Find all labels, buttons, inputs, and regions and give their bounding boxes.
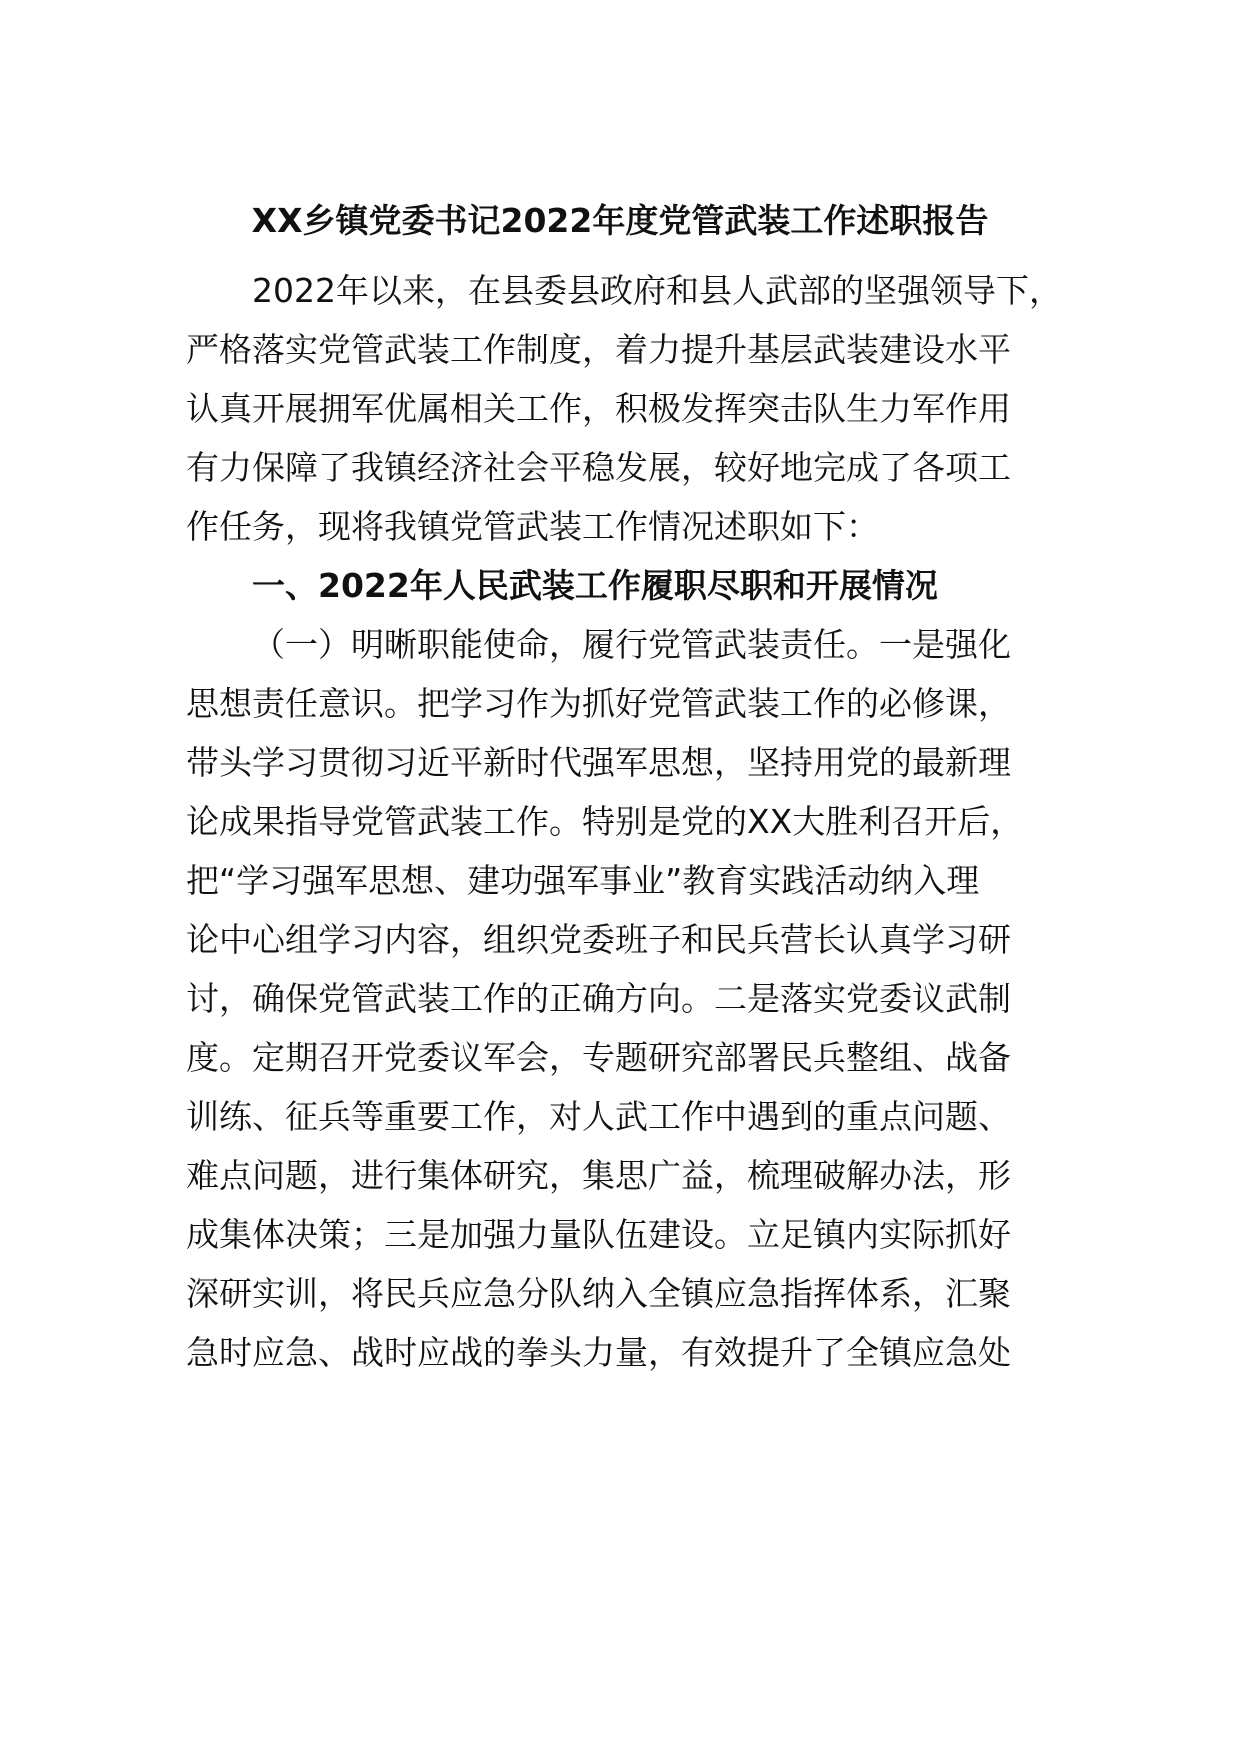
paragraph-line: 成集体决策；三是加强力量队伍建设。立足镇内实际抓好 (186, 1215, 1011, 1254)
paragraph-line: 带头学习贯彻习近平新时代强军思想，坚持用党的最新理 (186, 743, 1011, 782)
paragraph-line: 度。定期召开党委议军会，专题研究部署民兵整组、战备 (186, 1038, 1011, 1077)
paragraph-line: （一）明晰职能使命，履行党管武装责任。一是强化 (252, 625, 1011, 664)
paragraph-line: 深研实训，将民兵应急分队纳入全镇应急指挥体系，汇聚 (186, 1274, 1011, 1313)
paragraph-line: 严格落实党管武装工作制度，着力提升基层武装建设水平 (186, 330, 1011, 369)
paragraph-line: 难点问题，进行集体研究，集思广益，梳理破解办法，形 (186, 1156, 1011, 1195)
paragraph-line: 作任务，现将我镇党管武装工作情况述职如下： (186, 507, 879, 546)
paragraph-line: 把“学习强军思想、建功强军事业”教育实践活动纳入理 (186, 861, 980, 900)
paragraph-line: 急时应急、战时应战的拳头力量，有效提升了全镇应急处 (186, 1333, 1011, 1372)
paragraph-line: 论成果指导党管武装工作。特别是党的XX大胜利召开后， (186, 802, 1024, 841)
paragraph-line: 训练、征兵等重要工作，对人武工作中遇到的重点问题、 (186, 1097, 1011, 1136)
section-heading: 一、2022年人民武装工作履职尽职和开展情况 (252, 566, 938, 605)
document-title: XX乡镇党委书记2022年度党管武装工作述职报告 (251, 201, 989, 240)
paragraph-line: 认真开展拥军优属相关工作，积极发挥突击队生力军作用 (186, 389, 1011, 428)
paragraph-line: 有力保障了我镇经济社会平稳发展，较好地完成了各项工 (186, 448, 1011, 487)
paragraph-line: 2022年以来，在县委县政府和县人武部的坚强领导下， (252, 271, 1062, 310)
paragraph-line: 论中心组学习内容，组织党委班子和民兵营长认真学习研 (186, 920, 1011, 959)
paragraph-line: 讨，确保党管武装工作的正确方向。二是落实党委议武制 (186, 979, 1011, 1018)
paragraph-line: 思想责任意识。把学习作为抓好党管武装工作的必修课， (186, 684, 1011, 723)
